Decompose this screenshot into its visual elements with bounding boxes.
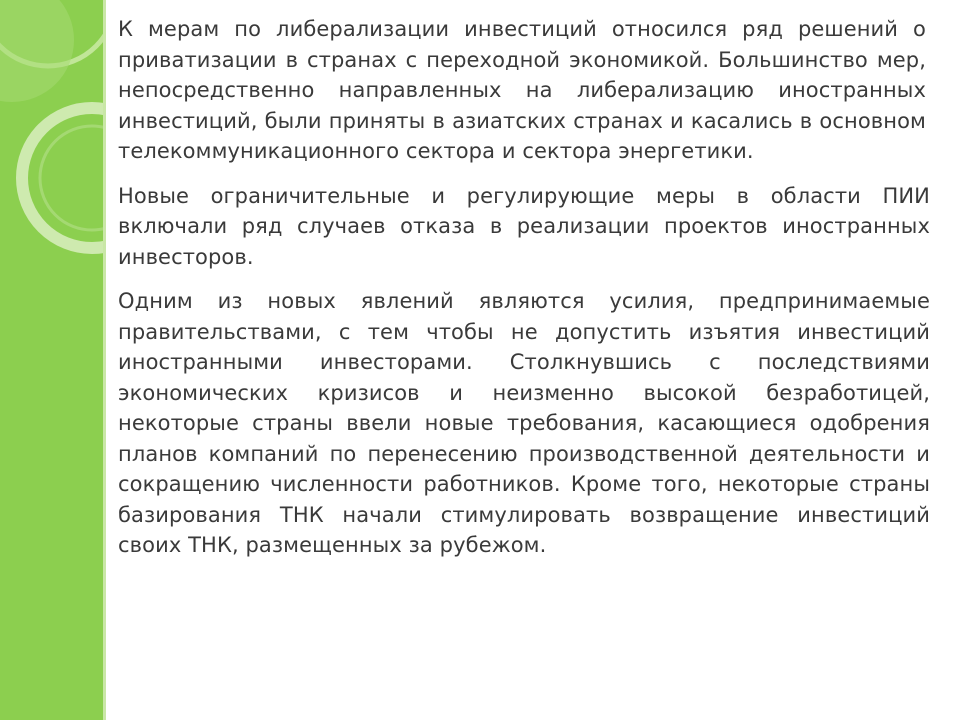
paragraph-divestment-prevention: Одним из новых явлений являются усилия, предпринимаемые правительствами, с тем чтобы не допустить изъятия инвестиций иностранными инвесторами. Столкнувшись с последствиями экономических кризисов и неизменно высокой безработицей, некоторые страны ввели новые требования, касающиеся одобрения планов компаний по перенесению производственной деятельности и сокращению численности работников. Кроме того, некоторые страны базирования ТНК начали стимулировать возвращение инвестиций своих ТНК, размещенных за рубежом.: [118, 289, 930, 557]
sidebar-edge-line: [103, 0, 106, 720]
slide-text-area: [118, 14, 930, 561]
paragraph-liberalization: К мерам по либерализации инвестиций относился ряд решений о приватизации в странах с переходной экономикой. Большинство мер, непосредственно направленных на либерализацию иностранных инвестиций, были приняты в азиатских странах и касались в основном телекоммуникационного сектора и сектора энергетики.: [118, 17, 926, 163]
paragraph-restrictive-measures: Новые ограничительные и регулирующие меры в области ПИИ включали ряд случаев отказа в реализации проектов иностранных инвесторов.: [118, 183, 930, 269]
decorative-circles-graphic: [0, 0, 106, 720]
decorative-sidebar: [0, 0, 106, 720]
